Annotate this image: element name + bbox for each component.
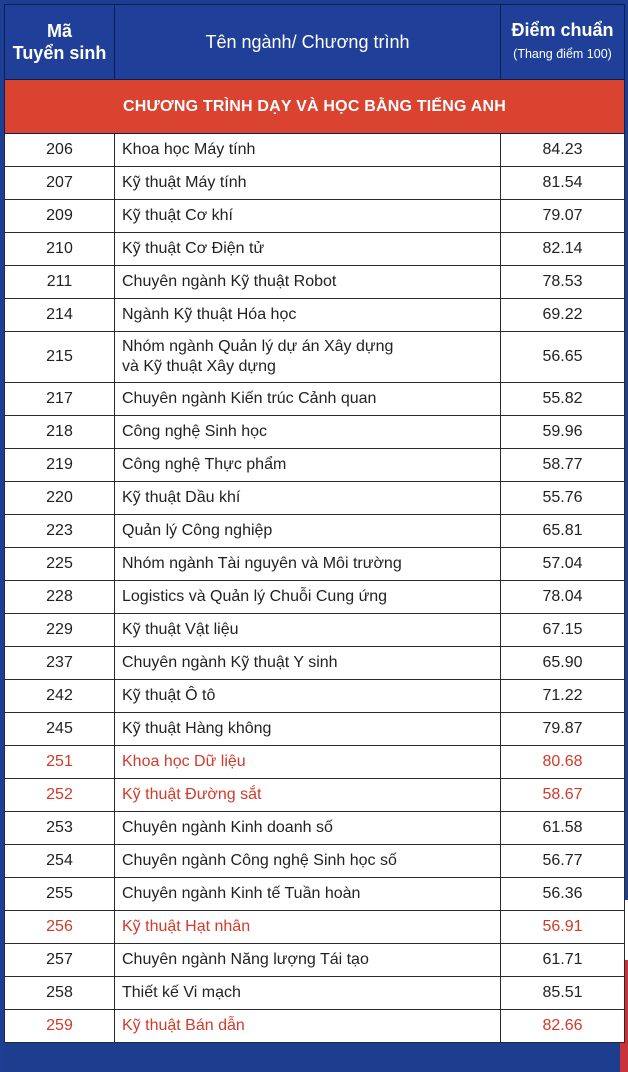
cell-score: 84.23	[501, 134, 625, 167]
cell-score: 82.14	[501, 233, 625, 266]
cell-score: 56.77	[501, 845, 625, 878]
cell-code: 206	[5, 134, 115, 167]
cell-code: 258	[5, 977, 115, 1010]
header-score	[501, 5, 625, 80]
table-row	[5, 1010, 625, 1043]
cell-program-name: Kỹ thuật Hạt nhân	[115, 911, 501, 944]
cell-score: 56.36	[501, 878, 625, 911]
cell-code: 225	[5, 548, 115, 581]
cell-program-name: Kỹ thuật Hàng không	[115, 713, 501, 746]
cell-score: 85.51	[501, 977, 625, 1010]
cell-score: 56.65	[501, 332, 625, 383]
cell-code: 219	[5, 449, 115, 482]
cell-score: 61.58	[501, 812, 625, 845]
cell-code: 223	[5, 515, 115, 548]
cell-score: 57.04	[501, 548, 625, 581]
section-row	[5, 80, 625, 134]
cell-score: 55.76	[501, 482, 625, 515]
table-row	[5, 812, 625, 845]
cell-score: 61.71	[501, 944, 625, 977]
cell-code: 257	[5, 944, 115, 977]
program-name-line2: và Kỹ thuật Xây dựng	[122, 358, 276, 375]
cell-program-name: Quản lý Công nghiệp	[115, 515, 501, 548]
cell-code: 214	[5, 299, 115, 332]
cell-program-name: Chuyên ngành Kỹ thuật Y sinh	[115, 647, 501, 680]
table-row	[5, 266, 625, 299]
table-row	[5, 383, 625, 416]
table-row	[5, 911, 625, 944]
cell-program-name: Logistics và Quản lý Chuỗi Cung ứng	[115, 581, 501, 614]
cell-code: 211	[5, 266, 115, 299]
cell-code: 228	[5, 581, 115, 614]
cell-code: 237	[5, 647, 115, 680]
cell-score: 82.66	[501, 1010, 625, 1043]
cell-program-name: Thiết kế Vi mạch	[115, 977, 501, 1010]
cell-program-name: Chuyên ngành Kinh tế Tuần hoàn	[115, 878, 501, 911]
program-name-line1: Nhóm ngành Quản lý dự án Xây dựng	[122, 338, 394, 355]
cell-code: 251	[5, 746, 115, 779]
table-row	[5, 680, 625, 713]
cell-code: 229	[5, 614, 115, 647]
cell-score: 58.77	[501, 449, 625, 482]
cell-score: 79.07	[501, 200, 625, 233]
cell-program-name: Kỹ thuật Vật liệu	[115, 614, 501, 647]
cell-score: 55.82	[501, 383, 625, 416]
cell-code: 215	[5, 332, 115, 383]
table-row	[5, 233, 625, 266]
cell-program-name: Công nghệ Thực phẩm	[115, 449, 501, 482]
table-row	[5, 944, 625, 977]
cell-code: 242	[5, 680, 115, 713]
cell-code: 256	[5, 911, 115, 944]
cell-code: 252	[5, 779, 115, 812]
cell-score: 78.53	[501, 266, 625, 299]
cell-program-name: Kỹ thuật Bán dẫn	[115, 1010, 501, 1043]
cell-code: 220	[5, 482, 115, 515]
cell-program-name: Kỹ thuật Cơ khí	[115, 200, 501, 233]
header-code-line1: Mã	[46, 21, 72, 41]
cell-score: 78.04	[501, 581, 625, 614]
cell-code: 209	[5, 200, 115, 233]
cell-score: 81.54	[501, 167, 625, 200]
table-row	[5, 548, 625, 581]
cell-score: 58.67	[501, 779, 625, 812]
cell-score: 67.15	[501, 614, 625, 647]
cell-score: 80.68	[501, 746, 625, 779]
table-row	[5, 614, 625, 647]
table-row	[5, 134, 625, 167]
table-row	[5, 845, 625, 878]
cell-program-name: Khoa học Máy tính	[115, 134, 501, 167]
cell-program-name: Chuyên ngành Kỹ thuật Robot	[115, 266, 501, 299]
cell-code: 245	[5, 713, 115, 746]
table-row	[5, 878, 625, 911]
table-row	[5, 482, 625, 515]
cell-program-name: Kỹ thuật Máy tính	[115, 167, 501, 200]
header-score-scale: (Thang điểm 100)	[513, 47, 612, 61]
table-row	[5, 299, 625, 332]
cell-program-name: Chuyên ngành Công nghệ Sinh học số	[115, 845, 501, 878]
cell-program-name: Ngành Kỹ thuật Hóa học	[115, 299, 501, 332]
cell-code: 218	[5, 416, 115, 449]
cell-score: 65.90	[501, 647, 625, 680]
table-row	[5, 200, 625, 233]
cell-program-name: Chuyên ngành Năng lượng Tái tạo	[115, 944, 501, 977]
cell-score: 56.91	[501, 911, 625, 944]
cell-code: 217	[5, 383, 115, 416]
cell-code: 255	[5, 878, 115, 911]
table-row	[5, 167, 625, 200]
cell-code: 210	[5, 233, 115, 266]
table-row	[5, 332, 625, 383]
header-score-title: Điểm chuẩn	[511, 20, 614, 40]
table-row	[5, 647, 625, 680]
table-row	[5, 713, 625, 746]
table-row	[5, 581, 625, 614]
table-row	[5, 746, 625, 779]
cell-score: 69.22	[501, 299, 625, 332]
table-row	[5, 977, 625, 1010]
cell-program-name: Nhóm ngành Tài nguyên và Môi trường	[115, 548, 501, 581]
table-row	[5, 779, 625, 812]
table-row	[5, 449, 625, 482]
cell-score: 59.96	[501, 416, 625, 449]
cell-code: 254	[5, 845, 115, 878]
cell-program-name: Kỹ thuật Dầu khí	[115, 482, 501, 515]
cell-program-name: Khoa học Dữ liệu	[115, 746, 501, 779]
cell-code: 207	[5, 167, 115, 200]
header-code	[5, 5, 115, 80]
cell-score: 71.22	[501, 680, 625, 713]
table-row	[5, 416, 625, 449]
cell-program-name: Chuyên ngành Kiến trúc Cảnh quan	[115, 383, 501, 416]
cell-score: 79.87	[501, 713, 625, 746]
header-program: Tên ngành/ Chương trình	[115, 5, 501, 80]
section-title: CHƯƠNG TRÌNH DẠY VÀ HỌC BẰNG TIẾNG ANH	[5, 80, 625, 134]
admission-score-table	[4, 4, 625, 1043]
cell-program-name: Kỹ thuật Ô tô	[115, 680, 501, 713]
header-code-line2: Tuyển sinh	[12, 43, 107, 63]
table-row	[5, 515, 625, 548]
cell-code: 253	[5, 812, 115, 845]
cell-program-name: Chuyên ngành Kinh doanh số	[115, 812, 501, 845]
cell-program-name: Kỹ thuật Đường sắt	[115, 779, 501, 812]
cell-program-name: Công nghệ Sinh học	[115, 416, 501, 449]
cell-code: 259	[5, 1010, 115, 1043]
table-header-row	[5, 5, 625, 80]
cell-program-name	[115, 332, 501, 383]
cell-program-name: Kỹ thuật Cơ Điện tử	[115, 233, 501, 266]
cell-score: 65.81	[501, 515, 625, 548]
